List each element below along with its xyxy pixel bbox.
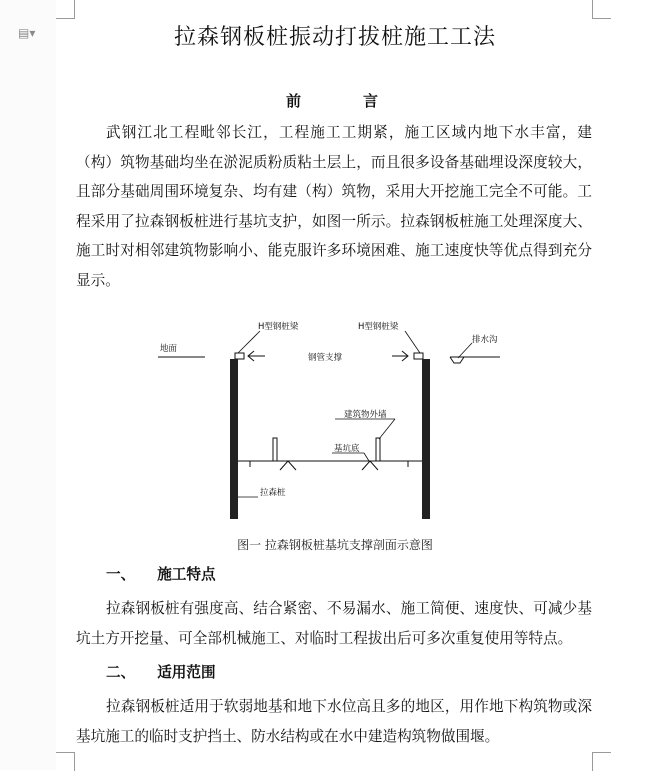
- leader-drain: [458, 343, 472, 358]
- label-drain: 排水沟: [472, 335, 498, 345]
- label-right-beam: H型钢桩梁: [358, 322, 399, 332]
- section-1-paragraph: 拉森钢板桩有强度高、结合紧密、不易漏水、施工简便、速度快、可减少基坑土方开挖量、可全部机械施工、对临时工程拔出后可多次重复使用等特点。: [76, 600, 592, 647]
- preface-paragraph: 武钢江北工程毗邻长江，工程施工工期紧，施工区域内地下水丰富，建（构）筑物基础均坐在淤泥质粉质粘土层上，而且很多设备基础埋设深度较大，且部分基础周围环境复杂、均有建（构）筑物，采用大开挖施工完全不可能。工程采用了拉森钢板桩进行基坑支护，如图一所示。拉森钢板桩施工处理深度大、施工时对相邻建筑物影响小、能克服许多环境困难、施工速度快等优点得到充分显示。: [76, 124, 592, 289]
- column-left: [273, 438, 277, 461]
- leader-outer-wall-2: [379, 419, 395, 439]
- leader-right-beam: [405, 331, 420, 353]
- label-outer-wall: 建筑物外墙: [344, 410, 387, 420]
- left-gutter: [0, 0, 56, 770]
- figure-caption: 图一 拉森钢板桩基坑支撑剖面示意图: [237, 538, 433, 552]
- left-sheet-pile: [230, 359, 238, 519]
- section-2-heading: [106, 661, 216, 682]
- strut-arrow-left: [248, 351, 265, 361]
- drain-ditch: [450, 357, 464, 363]
- preface-heading-char-1: 前: [286, 92, 302, 110]
- section-1-title: 施工特点: [157, 566, 216, 583]
- label-strut: 钢管支撑: [308, 353, 343, 363]
- label-pit-bottom: 基坑底: [334, 444, 360, 454]
- left-beam: [235, 353, 244, 359]
- section-diagram: [150, 318, 510, 524]
- leader-pit-bottom-2: [364, 453, 369, 461]
- document-icon[interactable]: ▤▾: [18, 26, 36, 40]
- leader-left-beam: [238, 331, 260, 353]
- label-sheet-pile: 拉森桩: [260, 488, 286, 498]
- crop-mark-top-left: [56, 0, 75, 19]
- footing-left: [280, 461, 296, 470]
- right-beam: [414, 353, 423, 359]
- right-sheet-pile: [422, 359, 430, 519]
- crop-mark-bottom-right: [592, 752, 611, 771]
- section-1-heading: [106, 563, 216, 584]
- label-left-beam: H型钢桩梁: [258, 322, 299, 332]
- section-2-title: 适用范围: [157, 664, 216, 681]
- section-2-number: 二、: [106, 664, 136, 681]
- crop-mark-top-right: [592, 0, 611, 19]
- strut-arrow-right: [392, 351, 408, 361]
- section-1-number: 一、: [106, 566, 136, 583]
- preface-heading-char-2: 言: [363, 92, 379, 110]
- preface-heading: [286, 90, 378, 111]
- crop-mark-bottom-left: [56, 752, 75, 771]
- footing-right: [362, 461, 378, 470]
- label-ground: 地面: [160, 344, 178, 354]
- section-2-paragraph: 拉森钢板桩适用于软弱地基和地下水位高且多的地区，用作地下构筑物或深基坑施工的临时支护挡土、防水结构或在水中建造构筑物做围堰。: [76, 698, 592, 745]
- document-title: 拉森钢板桩振动打拔桩施工工法: [173, 25, 496, 50]
- column-right: [376, 438, 380, 461]
